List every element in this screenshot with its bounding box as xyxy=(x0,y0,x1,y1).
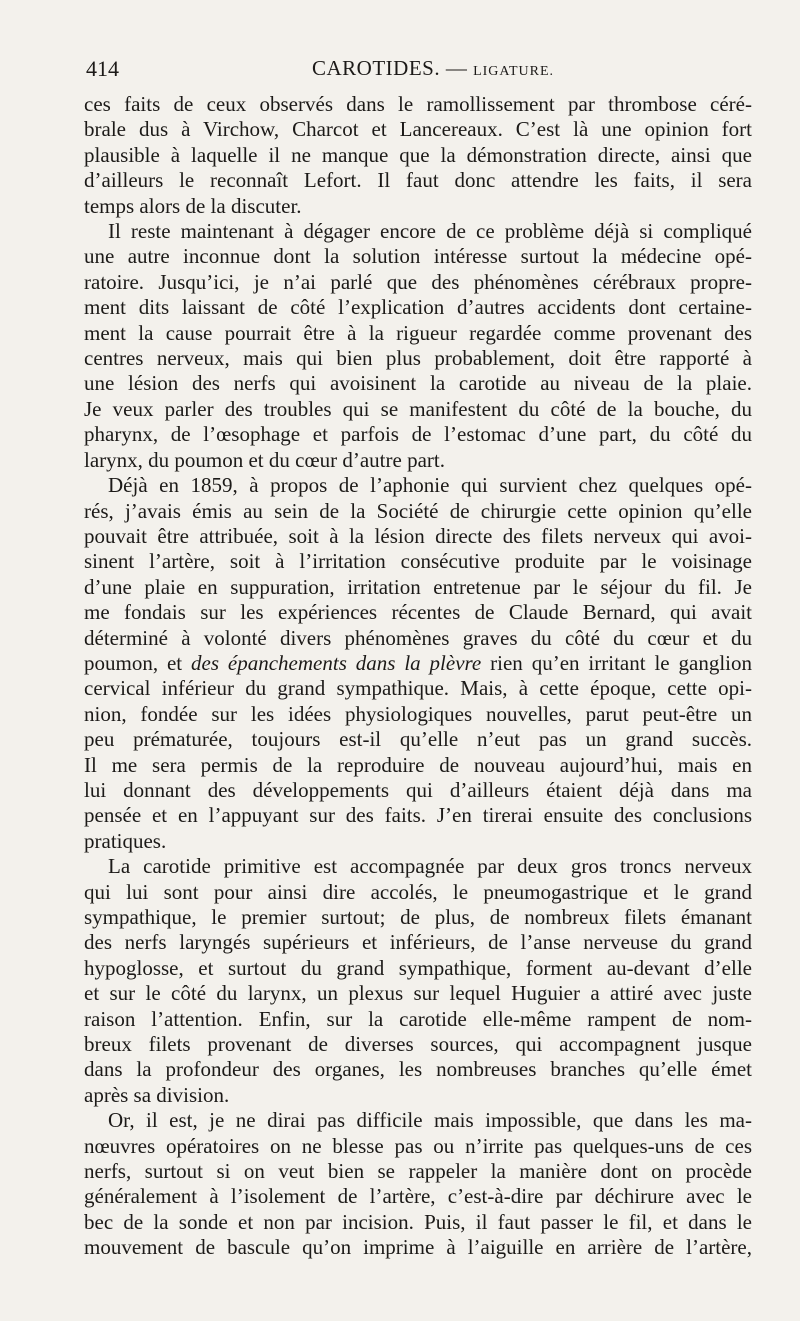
text-line: d’ailleurs le reconnaît Lefort. Il faut donc attendre les faits, il sera xyxy=(84,168,752,193)
text-line: temps alors de la discuter. xyxy=(84,193,302,218)
text-line: pharynx, de l’œsophage et parfois de l’estomac d’une part, du côté du xyxy=(84,422,752,447)
text-line: Déjà en 1859, à propos de l’aphonie qui survient chez quelques opé- xyxy=(108,473,752,498)
text-line: une autre inconnue dont la solution intéresse surtout la médecine opé- xyxy=(84,244,752,269)
text-line: Je veux parler des troubles qui se manifestent du côté de la bouche, du xyxy=(84,396,752,421)
text-line: breux filets provenant de diverses sources, qui accompagnent jusque xyxy=(84,1032,752,1057)
text-line: pensée et en l’appuyant sur des faits. J’en tirerai ensuite des conclusions xyxy=(84,803,752,828)
text-line: bec de la sonde et non par incision. Puis, il faut passer le fil, et dans le xyxy=(84,1209,752,1234)
text-line: sympathique, le premier surtout; de plus, de nombreux filets émanant xyxy=(84,905,752,929)
text-line: déterminé à volonté divers phénomènes graves du côté du cœur et du xyxy=(84,625,752,650)
title-main: CAROTIDES. — xyxy=(312,56,468,80)
text-line: dans la profondeur des organes, les nombreuses branches qu’elle émet xyxy=(84,1057,752,1082)
text-line: larynx, du poumon et du cœur d’autre part. xyxy=(84,447,445,472)
text-line-italic xyxy=(84,651,752,676)
page-number: 414 xyxy=(86,56,119,81)
text-line: d’une plaie en suppuration, irritation entretenue par le séjour du fil. Je xyxy=(84,574,752,599)
text-line: mouvement de bascule qu’on imprime à l’aiguille en arrière de l’artère, xyxy=(84,1235,752,1260)
text-line: ment dits laissant de côté l’explication d’autres accidents dont certaine- xyxy=(84,295,752,320)
paragraph-4 xyxy=(84,854,752,1108)
running-header xyxy=(86,56,750,86)
text-line: lui donnant des développements qui d’ailleurs étaient déjà dans ma xyxy=(84,777,752,802)
text-line: hypoglosse, et surtout du grand sympathique, forment au-devant d’elle xyxy=(84,955,752,980)
text-line: ces faits de ceux observés dans le ramollissement par thrombose céré- xyxy=(84,92,752,116)
text-line: sinent l’artère, soit à l’irritation consécutive produite par le voisinage xyxy=(84,549,752,574)
text-line: nerfs, surtout si on veut bien se rappeler la manière dont on procède xyxy=(84,1159,752,1184)
text-line: nion, fondée sur les idées physiologiques nouvelles, parut peut-être un xyxy=(84,701,752,726)
text-line: brale dus à Virchow, Charcot et Lancereaux. C’est là une opinion fort xyxy=(84,117,752,142)
text-line: une lésion des nerfs qui avoisinent la carotide au niveau de la plaie. xyxy=(84,371,752,396)
text-line: La carotide primitive est accompagnée par deux gros troncs nerveux xyxy=(108,854,752,879)
text-line: des nerfs laryngés supérieurs et inférieurs, de l’anse nerveuse du grand xyxy=(84,930,752,955)
text-line: centres nerveux, mais qui bien plus probablement, doit être rapporté à xyxy=(84,346,752,371)
text-line: Il me sera permis de la reproduire de nouveau aujourd’hui, mais en xyxy=(84,752,752,777)
paragraph-1 xyxy=(84,92,752,219)
text-line: qui lui sont pour ainsi dire accolés, le pneumogastrique et le grand xyxy=(84,879,752,904)
text-line: cervical inférieur du grand sympathique. Mais, à cette époque, cette opi- xyxy=(84,676,752,701)
body-text xyxy=(84,92,752,1261)
text-line: plausible à laquelle il ne manque que la démonstration directe, ainsi que xyxy=(84,142,752,167)
text-line: nœuvres opératoires on ne blesse pas ou n’irrite pas quelques-uns de ces xyxy=(84,1133,752,1158)
text-fragment: poumon, et xyxy=(84,650,192,675)
text-line: Or, il est, je ne dirai pas difficile mais impossible, que dans les ma- xyxy=(108,1108,752,1133)
paragraph-2 xyxy=(84,219,752,473)
text-line: me fondais sur les expériences récentes de Claude Bernard, qui avait xyxy=(84,600,752,625)
text-line: pouvait être attribuée, soit à la lésion directe des filets nerveux qui avoi- xyxy=(84,523,752,548)
paragraph-5 xyxy=(84,1108,752,1260)
text-line: ment la cause pourrait être à la rigueur regardée comme provenant des xyxy=(84,320,752,345)
text-line: et sur le côté du larynx, un plexus sur lequel Huguier a attiré avec juste xyxy=(84,981,752,1006)
text-line: peu prématurée, toujours est-il qu’elle n’eut pas un grand succès. xyxy=(84,727,752,752)
text-line: généralement à l’isolement de l’artère, c’est-à-dire par déchirure avec le xyxy=(84,1184,752,1209)
text-line: Il reste maintenant à dégager encore de ce problème déjà si compliqué xyxy=(108,219,752,244)
text-line: ratoire. Jusqu’ici, je n’ai parlé que des phénomènes cérébraux propre- xyxy=(84,269,752,294)
italic-phrase: des épanchements dans la plèvre xyxy=(191,650,482,675)
paragraph-3 xyxy=(84,473,752,854)
text-line: raison l’attention. Enfin, sur la carotide elle-même rampent de nom- xyxy=(84,1006,752,1031)
text-fragment: rien qu’en irritant le ganglion xyxy=(481,650,752,675)
text-line: après sa division. xyxy=(84,1082,230,1107)
text-line: rés, j’avais émis au sein de la Société de chirurgie cette opinion qu’elle xyxy=(84,498,752,523)
text-line: pratiques. xyxy=(84,828,167,853)
running-title xyxy=(312,56,554,81)
title-sub: LIGATURE. xyxy=(473,64,555,79)
